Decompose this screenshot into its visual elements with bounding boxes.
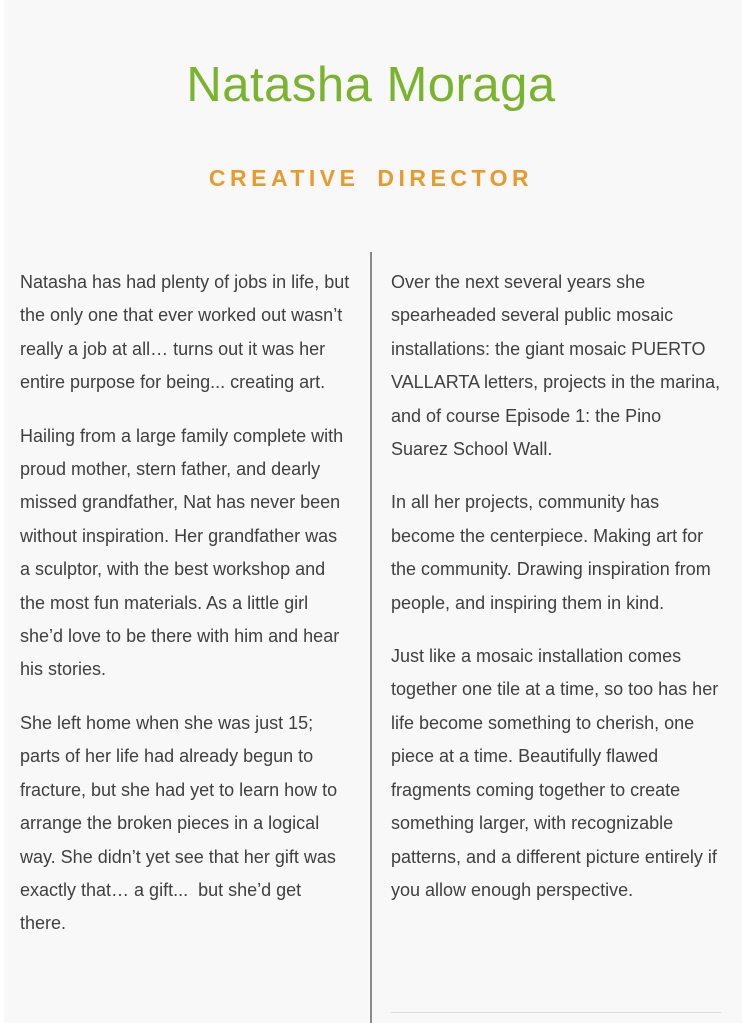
horizontal-rule bbox=[391, 1012, 721, 1013]
bio-paragraph: Over the next several years she spearheaded several public mosaic installations: the giant mosaic PUERTO VALLARTA letters, projects in the marina, and of course Episode 1: the Pino Suarez School Wall. bbox=[391, 272, 721, 460]
bio-paragraph: She left home when she was just 15; parts of her life had already begun to fracture, but she had yet to learn how to arrange the broken pieces in a logical way. She didn’t yet see that her gift was exactly that… a gift... but she’d get there. bbox=[20, 712, 338, 934]
page-edge-strip bbox=[0, 0, 4, 1023]
bio-column-left bbox=[20, 252, 351, 1023]
bio-columns bbox=[0, 252, 742, 1023]
page-subtitle: CREATIVE DIRECTOR bbox=[208, 165, 534, 191]
bio-paragraph: Just like a mosaic installation comes together one tile at a time, so too has her life become something to cherish, one piece at a time. Beautifully flawed fragments coming together to create something larger, with recognizable patterns, and a different picture entirely if you allow enough perspective. bbox=[391, 646, 719, 900]
bio-column-right bbox=[391, 252, 721, 1023]
page-header bbox=[0, 0, 742, 192]
column-divider-line bbox=[370, 252, 372, 1023]
bio-paragraph: Hailing from a large family complete with proud mother, stern father, and dearly missed grandfather, Nat has never been without inspiration. Her grandfather was a sculptor, with the best workshop and the most fun materials. As a little girl she’d love to be there with him and hear his stories. bbox=[20, 425, 344, 680]
bio-paragraph: Natasha has had plenty of jobs in life, but the only one that ever worked out wasn’t really a job at all… turns out it was her entire purpose for being... creating art. bbox=[20, 272, 350, 393]
bio-paragraph: In all her projects, community has become the centerpiece. Making art for the community. Drawing inspiration from people, and inspiring them in kind. bbox=[391, 492, 711, 613]
page-title: Natasha Moraga bbox=[186, 58, 556, 112]
